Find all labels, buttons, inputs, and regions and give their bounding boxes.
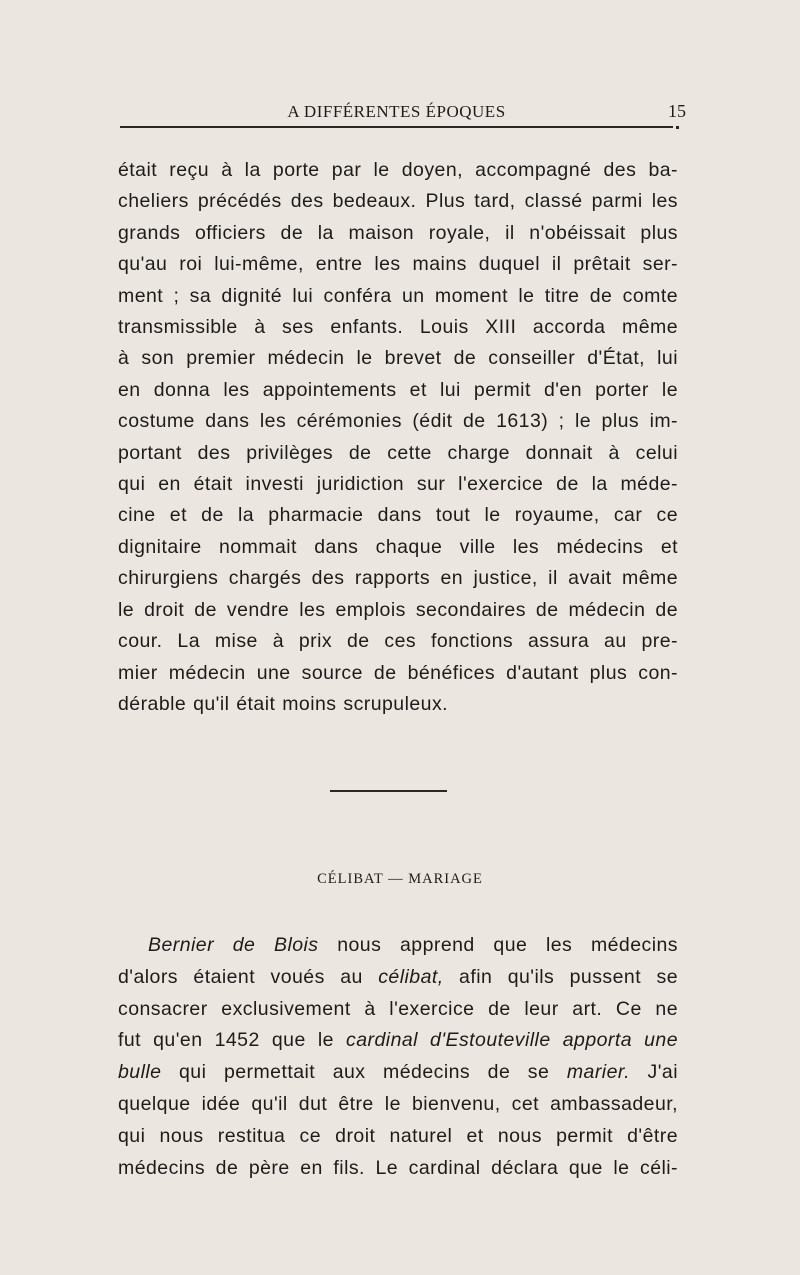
text-run: afin qu'ils pussent se	[443, 965, 679, 988]
text-line	[118, 1025, 678, 1057]
text-line: transmissible à ses enfants. Louis XIII accorda même	[118, 316, 678, 339]
text-line: portant des privilèges de cette charge donnait à celui	[118, 441, 678, 464]
text-line: le droit de vendre les emplois secondaires de médecin de	[118, 598, 678, 621]
text-line: était reçu à la porte par le doyen, accompagné des ba-	[118, 159, 678, 181]
text-line: à son premier médecin le brevet de conseiller d'État, lui	[118, 347, 678, 370]
header-rule-dot	[676, 126, 679, 129]
text-line: cine et de la pharmacie dans tout le royaume, car ce	[118, 504, 678, 527]
section-heading: CÉLIBAT — MARIAGE	[317, 871, 483, 887]
text-line: qu'au roi lui-même, entre les mains duquel il prêtait ser-	[118, 253, 678, 276]
text-line: costume dans les cérémonies (édit de 1613) ; le plus im-	[118, 410, 678, 433]
text-run: J'ai	[629, 1061, 678, 1084]
text-run: qui permettait aux médecins de se	[161, 1061, 567, 1084]
text-run: nous apprend que les médecins	[318, 934, 678, 956]
running-header	[120, 94, 686, 124]
text-line: dérable qu'il était moins scrupuleux.	[118, 692, 449, 715]
text-line	[118, 1057, 678, 1089]
text-line: médecins de père en fils. Le cardinal déclara que le céli-	[118, 1156, 678, 1179]
page-number: 15	[668, 101, 686, 121]
italic-phrase: cardinal d'Estouteville apporta une	[346, 1029, 678, 1052]
header-rule	[120, 126, 673, 128]
running-title: A DIFFÉRENTES ÉPOQUES	[287, 102, 506, 121]
text-line	[118, 930, 678, 962]
italic-term: marier.	[566, 1061, 630, 1084]
text-line: chirurgiens chargés des rapports en justice, il avait même	[118, 567, 678, 590]
text-line: grands officiers de la maison royale, il n'obéissait plus	[118, 221, 678, 244]
text-line: dignitaire nommait dans chaque ville les médecins et	[118, 535, 678, 558]
paragraph-2	[118, 930, 678, 1184]
paragraph-1	[118, 155, 678, 720]
text-line: en donna les appointements et lui permit d'en porter le	[118, 378, 678, 401]
italic-term: célibat,	[378, 965, 444, 988]
text-line: quelque idée qu'il dut être le bienvenu, cet ambassadeur,	[118, 1092, 678, 1115]
section-divider	[330, 790, 447, 792]
text-line: ment ; sa dignité lui conféra un moment le titre de comte	[118, 284, 678, 307]
text-run: d'alors étaient voués au	[118, 965, 379, 988]
text-line: qui nous restitua ce droit naturel et nous permit d'être	[118, 1124, 678, 1147]
text-run: fut qu'en 1452 que le	[118, 1029, 347, 1052]
text-line	[118, 962, 678, 994]
text-line: consacrer exclusivement à l'exercice de leur art. Ce ne	[118, 997, 678, 1020]
text-line: cheliers précédés des bedeaux. Plus tard, classé parmi les	[118, 190, 678, 213]
text-line: qui en était investi juridiction sur l'exercice de la méde-	[118, 473, 678, 496]
italic-term: bulle	[118, 1061, 162, 1084]
italic-author-name: Bernier de Blois	[148, 934, 319, 956]
text-line: cour. La mise à prix de ces fonctions assura au pre-	[118, 630, 678, 653]
text-line: mier médecin une source de bénéfices d'autant plus con-	[118, 661, 678, 684]
